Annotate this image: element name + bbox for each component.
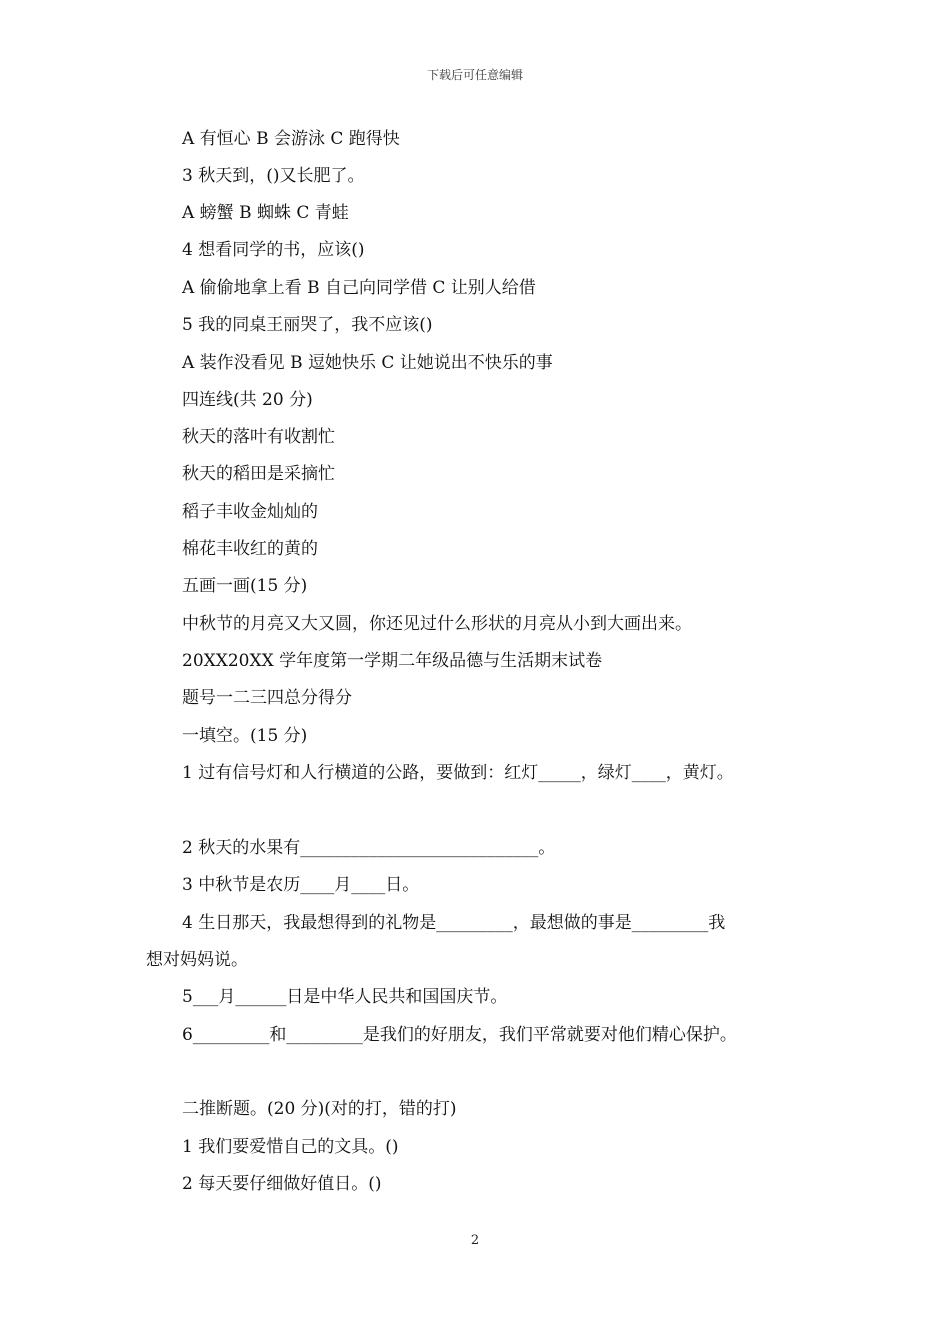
judgement-question: 1 我们要爱惜自己的文具。() bbox=[182, 1137, 399, 1157]
fill-in-question: 5___月______日是中华人民共和国国庆节。 bbox=[182, 987, 508, 1007]
fill-in-question-continued: 想对妈妈说。 bbox=[146, 950, 248, 970]
answer-options: A 偷偷地拿上看 B 自己向同学借 C 让别人给借 bbox=[182, 278, 536, 298]
fill-in-question: 1 过有信号灯和人行横道的公路，要做到：红灯_____，绿灯____，黄灯。 bbox=[182, 763, 734, 783]
answer-options: A 螃蟹 B 蜘蛛 C 青蛙 bbox=[182, 203, 349, 223]
matching-item: 秋天的落叶有收割忙 bbox=[182, 427, 335, 447]
page-header: 下载后可任意编辑 bbox=[426, 68, 523, 82]
exam-title: 20XX20XX 学年度第一学期二年级品德与生活期末试卷 bbox=[182, 651, 603, 671]
question-3: 3 秋天到，()又长肥了。 bbox=[182, 166, 365, 186]
section-heading: 四连线(共 20 分) bbox=[182, 390, 313, 410]
fill-in-question: 3 中秋节是农历____月____日。 bbox=[182, 875, 420, 895]
fill-in-question: 2 秋天的水果有____________________________。 bbox=[182, 838, 556, 858]
section-heading: 五画一画(15 分) bbox=[182, 576, 308, 596]
judgement-question: 2 每天要仔细做好值日。() bbox=[182, 1174, 382, 1194]
question-4: 4 想看同学的书，应该() bbox=[182, 240, 365, 260]
score-table-header: 题号一二三四总分得分 bbox=[182, 688, 352, 708]
question-5: 5 我的同桌王丽哭了，我不应该() bbox=[182, 315, 433, 335]
section-heading: 二推断题。(20 分)(对的打，错的打) bbox=[182, 1099, 457, 1119]
fill-in-question: 6_________和_________是我们的好朋友，我们平常就要对他们精心保护。 bbox=[182, 1025, 737, 1045]
page-number: 2 bbox=[470, 1233, 480, 1248]
answer-options: A 装作没看见 B 逗她快乐 C 让她说出不快乐的事 bbox=[182, 353, 553, 373]
section-heading: 一填空。(15 分) bbox=[182, 726, 308, 746]
matching-item: 棉花丰收红的黄的 bbox=[182, 539, 318, 559]
matching-item: 秋天的稻田是采摘忙 bbox=[182, 464, 335, 484]
answer-options: A 有恒心 B 会游泳 C 跑得快 bbox=[182, 129, 400, 149]
matching-item: 稻子丰收金灿灿的 bbox=[182, 502, 318, 522]
drawing-prompt: 中秋节的月亮又大又圆，你还见过什么形状的月亮从小到大画出来。 bbox=[182, 614, 692, 634]
fill-in-question: 4 生日那天，我最想得到的礼物是_________，最想做的事是_________我 bbox=[182, 913, 726, 933]
